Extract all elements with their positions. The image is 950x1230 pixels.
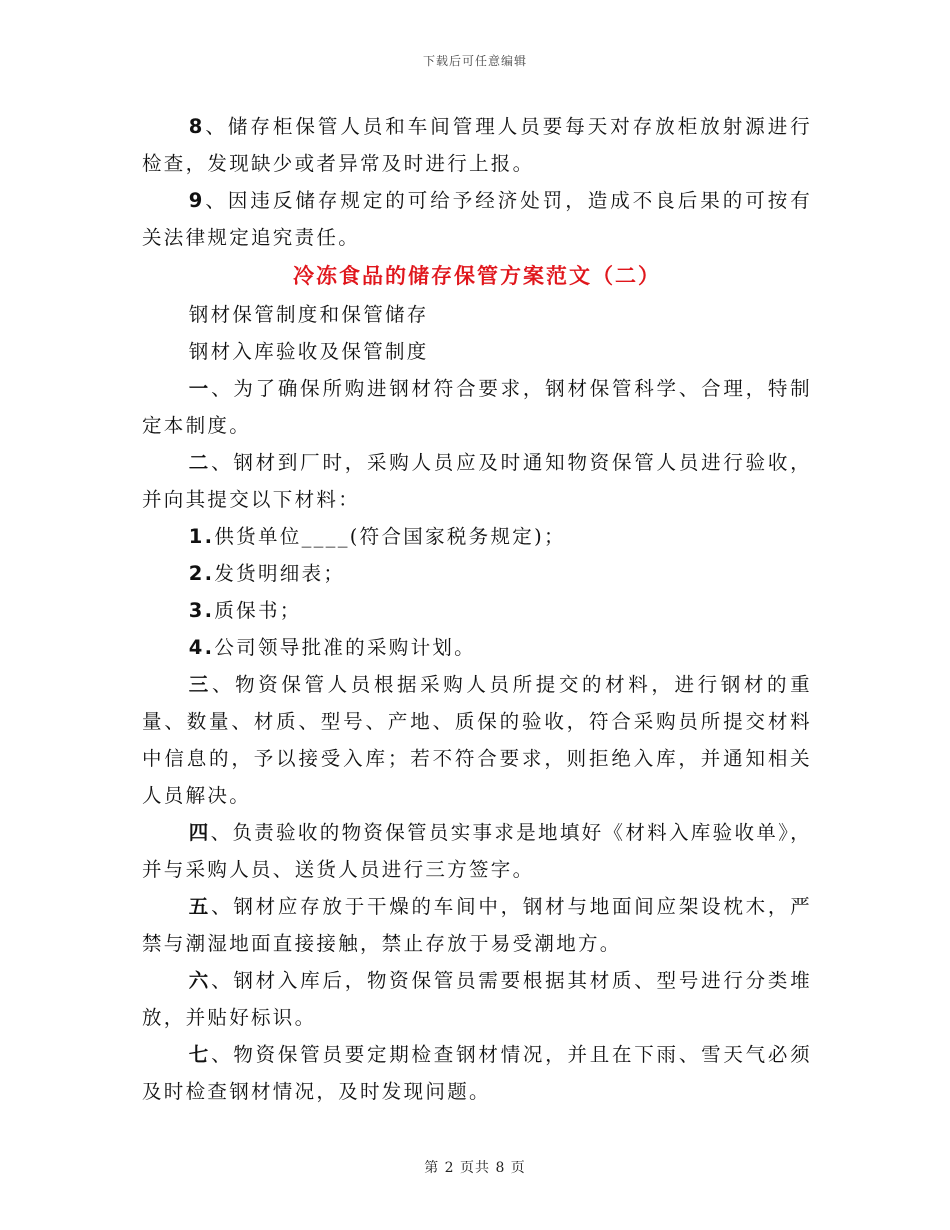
- section-text: 、物资保管员要定期检查钢材情况，并且在下雨、雪天气必须及时检查钢材情况，及时发现问题。: [142, 1043, 812, 1103]
- section-lead: 四: [188, 821, 211, 844]
- section-lead: 六: [188, 969, 212, 992]
- list-number: 1.: [188, 525, 215, 548]
- paragraph-9: [142, 182, 812, 256]
- list-text: 发货明细表；: [214, 562, 346, 585]
- list-number: 2.: [188, 562, 215, 585]
- section-7: [142, 1036, 812, 1110]
- section-text: 、钢材入库后，物资保管员需要根据其材质、型号进行分类堆放，并贴好标识。: [142, 969, 812, 1029]
- section-lead: 三: [188, 673, 212, 696]
- section-text: 、负责验收的物资保管员实事求是地填好《材料入库验收单》，并与采购人员、送货人员进行三方签字。: [142, 821, 812, 881]
- section-5: [142, 888, 812, 962]
- paragraph-text: 、因违反储存规定的可给予经济处罚，造成不良后果的可按有关法律规定追究责任。: [142, 189, 812, 249]
- section-text: 、钢材应存放于干燥的车间中，钢材与地面间应架设枕木，严禁与潮湿地面直接接触，禁止存放于易受潮地方。: [142, 895, 812, 955]
- section-4: [142, 814, 812, 888]
- list-item-4: [142, 629, 812, 666]
- list-item-2: [142, 555, 812, 592]
- section-text: 、物资保管人员根据采购人员所提交的材料，进行钢材的重量、数量、材质、型号、产地、质保的验收，符合采购员所提交材料中信息的，予以接受入库；若不符合要求，则拒绝入库，并通知相关人员解决。: [142, 673, 812, 807]
- page-footer: 第 2 页共 8 页: [424, 1160, 526, 1176]
- document-body: [142, 108, 812, 1110]
- list-text: 公司领导批准的采购计划。: [214, 636, 476, 659]
- section-lead: 一: [188, 377, 212, 400]
- page-header: 下载后可任意编辑: [422, 54, 527, 68]
- subtitle-steel-storage: 钢材保管制度和保管储存: [188, 303, 429, 326]
- subtitle-steel-inspection: 钢材入库验收及保管制度: [188, 340, 429, 363]
- paragraph-text: 、储存柜保管人员和车间管理人员要每天对存放柜放射源进行检查，发现缺少或者异常及时进行上报。: [142, 115, 812, 175]
- list-item-1: [142, 518, 812, 555]
- list-number: 4.: [188, 636, 215, 659]
- list-item-3: [142, 592, 812, 629]
- section-6: [142, 962, 812, 1036]
- section-lead: 二: [188, 451, 212, 474]
- list-text: 供货单位____(符合国家税务规定)；: [214, 525, 566, 548]
- paragraph-number: 9: [188, 189, 205, 212]
- list-text: 质保书；: [214, 599, 302, 622]
- section-lead: 五: [188, 895, 212, 918]
- section-1: [142, 370, 812, 444]
- document-title: 冷冻食品的储存保管方案范文（二）: [293, 264, 661, 288]
- paragraph-8: [142, 108, 812, 182]
- list-number: 3.: [188, 599, 215, 622]
- section-lead: 七: [188, 1043, 212, 1066]
- section-3: [142, 666, 812, 814]
- paragraph-number: 8: [188, 115, 205, 138]
- section-text: 、为了确保所购进钢材符合要求，钢材保管科学、合理，特制定本制度。: [142, 377, 812, 437]
- section-text: 、钢材到厂时，采购人员应及时通知物资保管人员进行验收，并向其提交以下材料：: [142, 451, 812, 511]
- section-2: [142, 444, 812, 518]
